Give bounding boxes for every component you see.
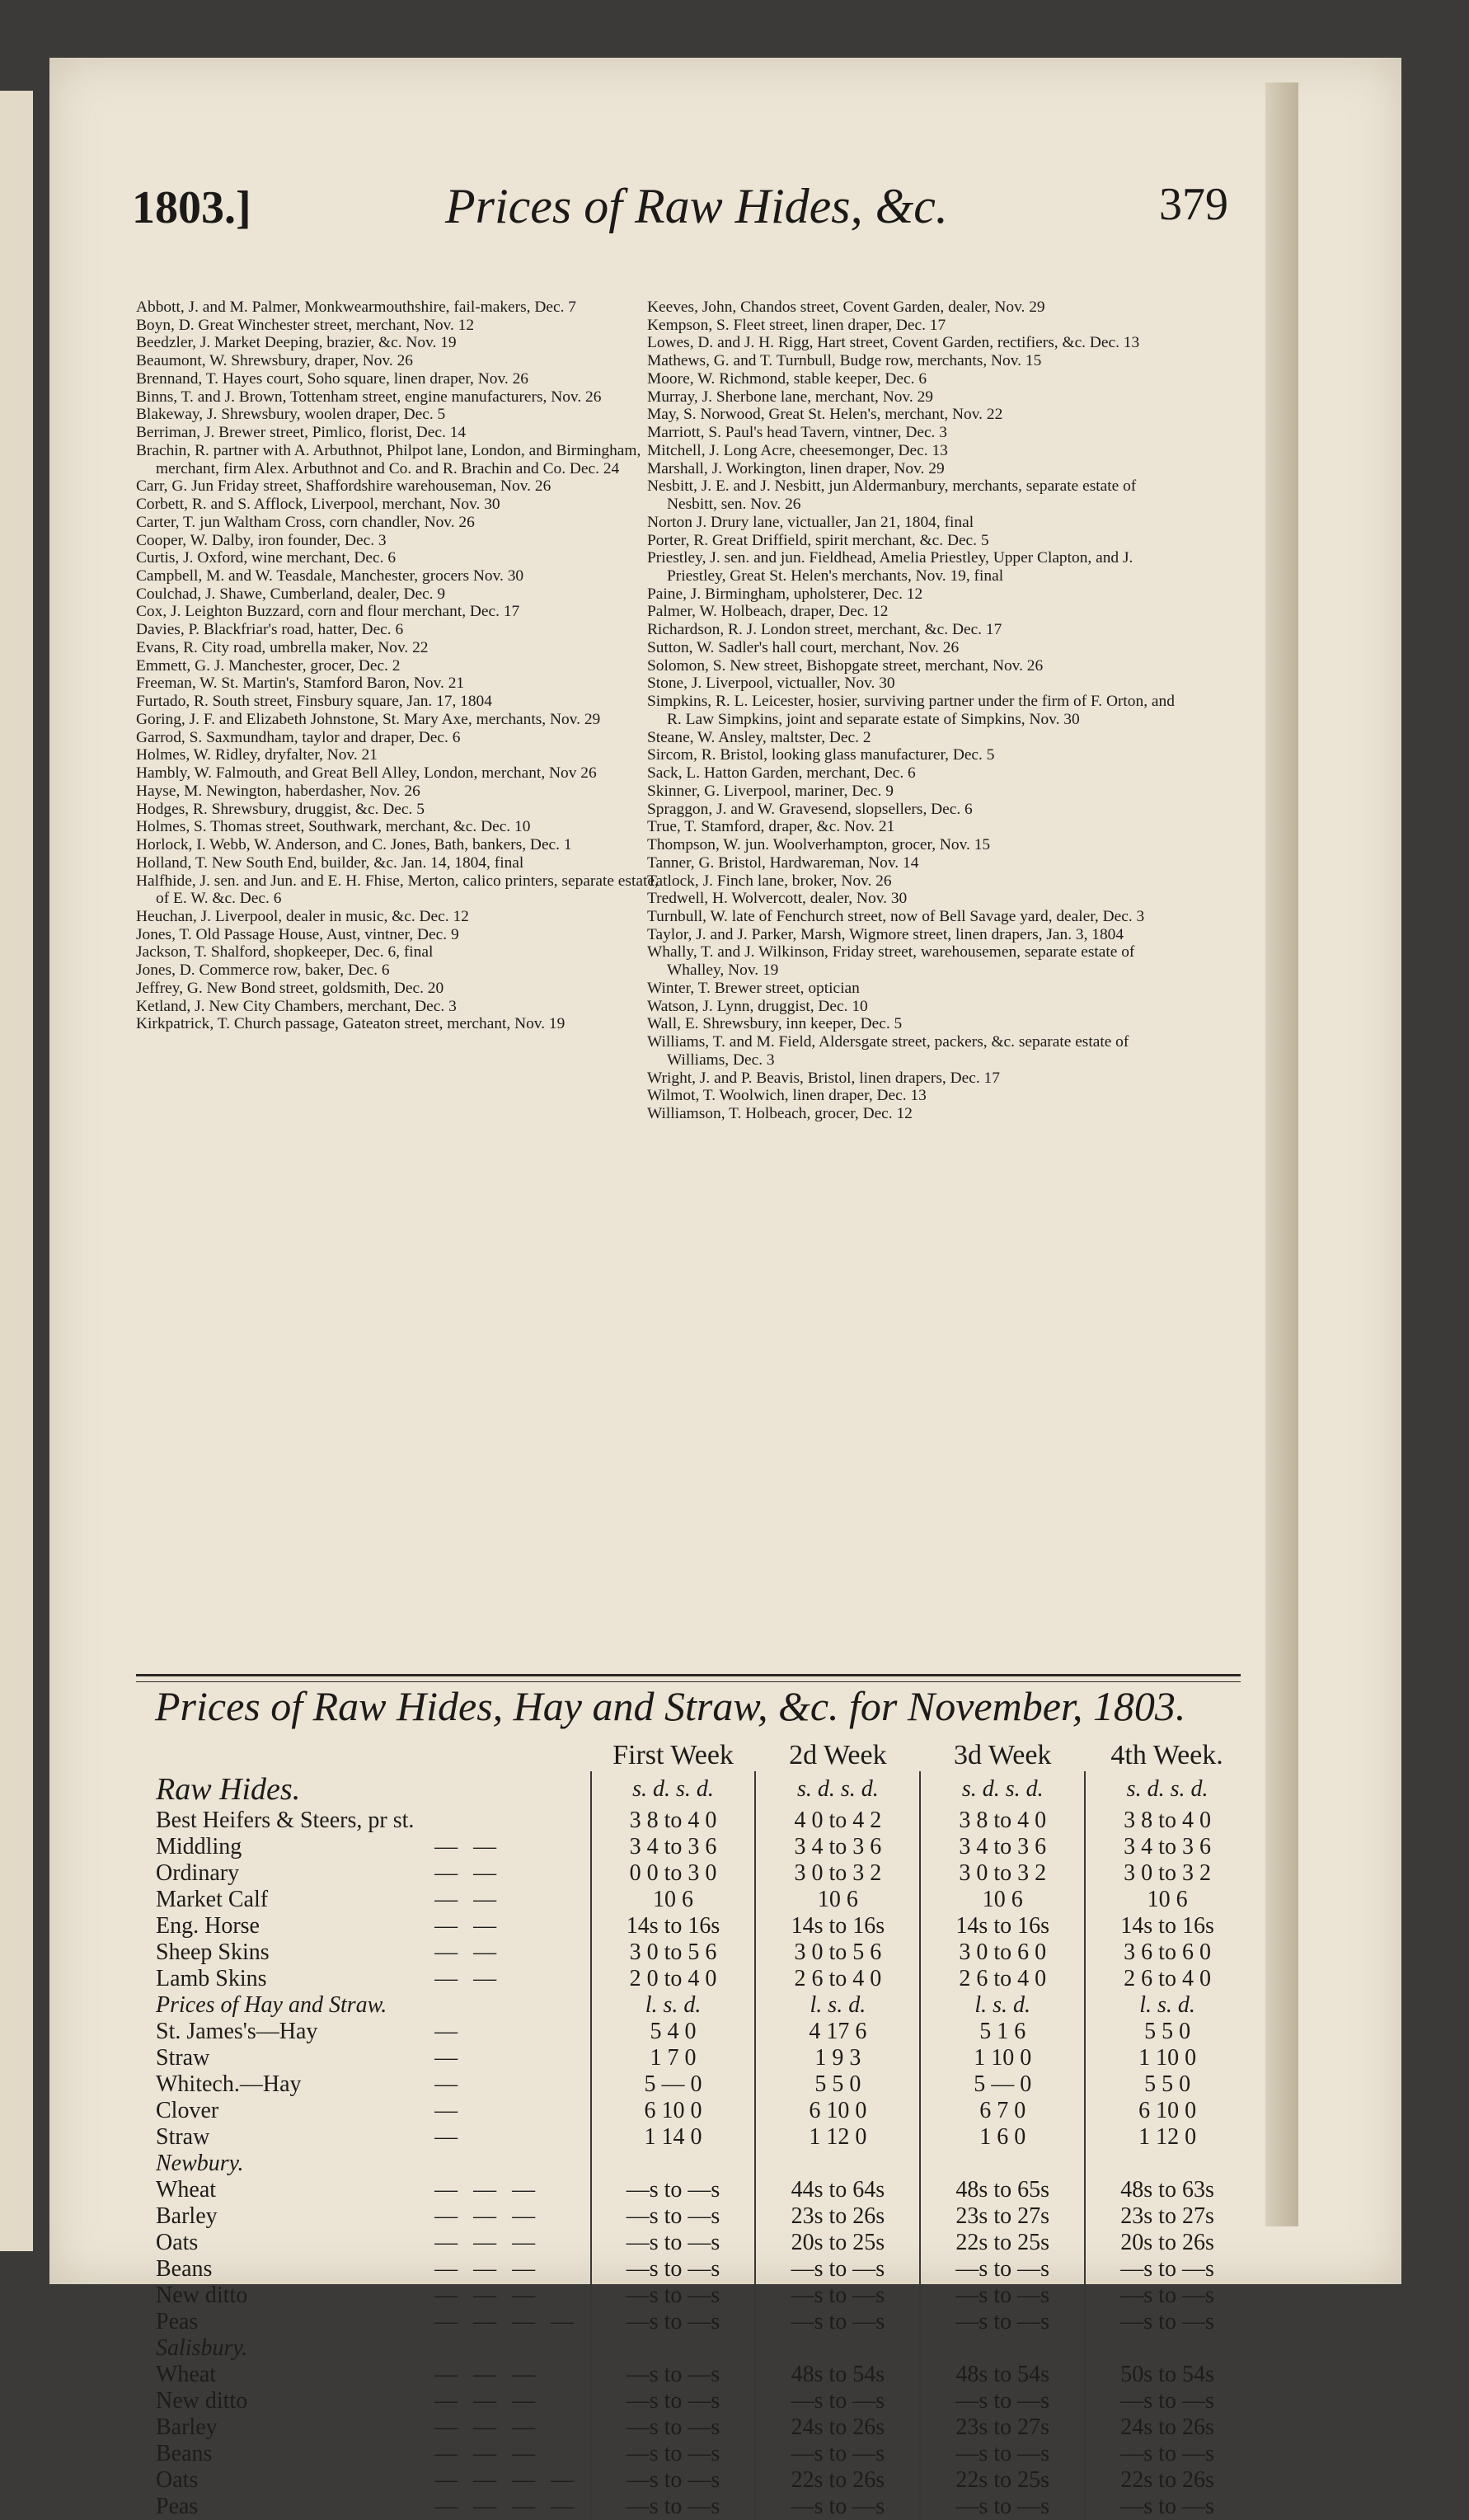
table-row: [153, 2177, 1249, 2203]
running-head: [74, 165, 1253, 239]
row-label: Best Heifers & Steers, pr st.: [156, 1808, 415, 1833]
list-item: Binns, T. and J. Brown, Tottenham street, engine manufacturers, Nov. 26: [136, 388, 602, 406]
week-header-row: [153, 1740, 1249, 1771]
row-label: Market Calf: [156, 1887, 269, 1912]
row-dashes: —: [434, 2071, 463, 2097]
price-cell: 48s to 54s: [755, 2362, 920, 2388]
price-cell: —s to —s: [591, 2414, 756, 2441]
list-item: Lowes, D. and J. H. Rigg, Hart street, Covent Garden, rectifiers, &c. Dec. 13: [647, 334, 1140, 352]
list-item: Mitchell, J. Long Acre, cheesemonger, Dec. 13: [647, 441, 948, 459]
price-cell: —s to —s: [920, 2256, 1085, 2283]
list-item: Horlock, I. Webb, W. Anderson, and C. Jones, Bath, bankers, Dec. 1: [136, 836, 572, 854]
row-label: Middling: [156, 1834, 242, 1859]
price-cell: —s to —s: [1085, 2388, 1249, 2414]
list-item: Watson, J. Lynn, druggist, Dec. 10: [647, 997, 868, 1015]
row-dashes: — — —: [434, 2283, 541, 2308]
raw-hides-section-label: Raw Hides.: [156, 1772, 301, 1807]
list-item: Wall, E. Shrewsbury, inn keeper, Dec. 5: [647, 1015, 903, 1033]
price-cell: —s to —s: [755, 2441, 920, 2467]
price-cell: —s to —s: [1085, 2283, 1249, 2309]
week-1-header: First Week: [612, 1740, 734, 1770]
hay-straw-section-label: Prices of Hay and Straw.: [156, 1992, 387, 2018]
list-item: Garrod, S. Saxmundham, taylor and draper, Dec. 6: [136, 728, 461, 746]
price-cell: 14s to 16s: [591, 1913, 756, 1939]
row-label: Beans: [156, 2256, 213, 2282]
newbury-section-label: Newbury.: [156, 2151, 244, 2176]
list-item: Wilmot, T. Woolwich, linen draper, Dec. 13: [647, 1087, 927, 1105]
list-item: Carr, G. Jun Friday street, Shaffordshire warehouseman, Nov. 26: [136, 477, 551, 496]
price-cell: —s to —s: [755, 2309, 920, 2335]
units-label: l. s. d.: [920, 1992, 1085, 2019]
row-label: Wheat: [156, 2362, 217, 2387]
price-cell: —s to —s: [591, 2467, 756, 2494]
list-item: Marshall, J. Workington, linen draper, Nov. 29: [647, 459, 945, 477]
price-cell: —s to —s: [755, 2494, 920, 2520]
list-item: Coulchad, J. Shawe, Cumberland, dealer, Dec. 9: [136, 585, 446, 603]
list-item: Cox, J. Leighton Buzzard, corn and flour merchant, Dec. 17: [136, 603, 520, 621]
list-item: Beedzler, J. Market Deeping, brazier, &c. Nov. 19: [136, 334, 457, 352]
list-item: Hodges, R. Shrewsbury, druggist, &c. Dec. 5: [136, 800, 425, 818]
price-cell: 6 10 0: [591, 2098, 756, 2124]
price-cell: 20s to 26s: [1085, 2230, 1249, 2256]
price-cell: 48s to 54s: [920, 2362, 1085, 2388]
row-dashes: —: [434, 2045, 463, 2071]
list-item: Cooper, W. Dalby, iron founder, Dec. 3: [136, 531, 387, 549]
row-label: Wheat: [156, 2177, 217, 2203]
list-item: Mathews, G. and T. Turnbull, Budge row, merchants, Nov. 15: [647, 352, 1042, 370]
price-cell: 50s to 54s: [1085, 2362, 1249, 2388]
price-cell: —s to —s: [1085, 2441, 1249, 2467]
right-column: [647, 299, 1175, 1123]
price-cell: —s to —s: [920, 2283, 1085, 2309]
units-label: s. d. s. d.: [755, 1771, 920, 1808]
list-item: Carter, T. jun Waltham Cross, corn chandler, Nov. 26: [136, 513, 475, 531]
list-item: Jeffrey, G. New Bond street, goldsmith, Dec. 20: [136, 979, 444, 997]
price-cell: 5 — 0: [591, 2071, 756, 2098]
price-cell: 5 5 0: [755, 2071, 920, 2098]
price-cell: 3 0 to 3 2: [1085, 1860, 1249, 1887]
price-cell: 22s to 26s: [755, 2467, 920, 2494]
price-cell: —s to —s: [920, 2494, 1085, 2520]
list-item: Kirkpatrick, T. Church passage, Gateaton street, merchant, Nov. 19: [136, 1015, 566, 1033]
list-item: Jones, D. Commerce row, baker, Dec. 6: [136, 961, 390, 980]
list-item: Sutton, W. Sadler's hall court, merchant, Nov. 26: [647, 638, 960, 656]
price-cell: —s to —s: [591, 2256, 756, 2283]
list-item: Sack, L. Hatton Garden, merchant, Dec. 6: [647, 764, 916, 783]
list-item: Priestley, J. sen. and jun. Fieldhead, Amelia Priestley, Upper Clapton, and J. Priestley, Great St. Helen's merchants, Nov. 19, final: [647, 549, 1133, 585]
units-label: l. s. d.: [755, 1992, 920, 2019]
price-cell: 6 10 0: [755, 2098, 920, 2124]
table-row: [153, 2414, 1249, 2441]
list-item: Paine, J. Birmingham, upholsterer, Dec. 12: [647, 585, 923, 603]
price-cell: 24s to 26s: [1085, 2414, 1249, 2441]
price-cell: 3 4 to 3 6: [591, 1834, 756, 1860]
running-head-title: Prices of Raw Hides, &c.: [445, 179, 948, 233]
table-row: [153, 2283, 1249, 2309]
price-cell: 3 6 to 6 0: [1085, 1939, 1249, 1966]
list-item: Norton J. Drury lane, victualler, Jan 21, 1804, final: [647, 513, 974, 531]
table-row: [153, 1939, 1249, 1966]
list-item: Brennand, T. Hayes court, Soho square, linen draper, Nov. 26: [136, 369, 528, 388]
week-2-header: 2d Week: [789, 1740, 887, 1770]
price-cell: —s to —s: [920, 2309, 1085, 2335]
table-row: [153, 2388, 1249, 2414]
row-label: Oats: [156, 2467, 199, 2493]
price-cell: 2 6 to 4 0: [920, 1966, 1085, 1992]
price-cell: —s to —s: [591, 2494, 756, 2520]
list-item: Brachin, R. partner with A. Arbuthnot, Philpot lane, London, and Birmingham, merchant, firm Alex. Arbuthnot and Co. and R. Brachin and Co. Dec. 24: [136, 441, 641, 477]
list-item: Goring, J. F. and Elizabeth Johnstone, St. Mary Axe, merchants, Nov. 29: [136, 710, 601, 728]
price-cell: 23s to 27s: [920, 2414, 1085, 2441]
salisbury-section: [153, 2335, 1249, 2362]
price-cell: 23s to 27s: [1085, 2203, 1249, 2230]
table-row: [153, 2071, 1249, 2098]
row-label: Barley: [156, 2203, 218, 2229]
table-row: [153, 1808, 1249, 1834]
price-cell: 3 4 to 3 6: [1085, 1834, 1249, 1860]
list-item: Tanner, G. Bristol, Hardwareman, Nov. 14: [647, 853, 919, 872]
list-item: Kempson, S. Fleet street, linen draper, Dec. 17: [647, 316, 946, 334]
week-4-header: 4th Week.: [1110, 1740, 1223, 1770]
price-cell: —s to —s: [591, 2177, 756, 2203]
price-cell: 2 6 to 4 0: [755, 1966, 920, 1992]
list-item: Davies, P. Blackfriar's road, hatter, Dec. 6: [136, 621, 404, 639]
row-label: Clover: [156, 2098, 219, 2123]
salisbury-section-label: Salisbury.: [156, 2335, 248, 2361]
list-item: Halfhide, J. sen. and Jun. and E. H. Fhise, Merton, calico printers, separate estate, of E. W. &c. Dec. 6: [136, 872, 659, 908]
left-column: [136, 299, 664, 1033]
units-label: s. d. s. d.: [591, 1771, 756, 1808]
table-row: [153, 2309, 1249, 2335]
row-dashes: — —: [434, 1860, 502, 1886]
list-item: Abbott, J. and M. Palmer, Monkwearmouthshire, fail-makers, Dec. 7: [136, 299, 576, 316]
price-cell: 3 0 to 6 0: [920, 1939, 1085, 1966]
list-item: Ketland, J. New City Chambers, merchant, Dec. 3: [136, 997, 457, 1015]
price-cell: —s to —s: [1085, 2494, 1249, 2520]
page-edge: [1265, 82, 1298, 2226]
price-cell: 3 0 to 3 2: [755, 1860, 920, 1887]
price-cell: 4 17 6: [755, 2019, 920, 2045]
list-item: Holland, T. New South End, builder, &c. Jan. 14, 1804, final: [136, 853, 524, 872]
row-dashes: — — —: [434, 2388, 541, 2414]
row-dashes: — — —: [434, 2441, 541, 2466]
price-cell: 23s to 26s: [755, 2203, 920, 2230]
price-cell: 10 6: [920, 1887, 1085, 1913]
price-cell: —s to —s: [591, 2441, 756, 2467]
row-label: Whitech.—Hay: [156, 2071, 302, 2097]
price-cell: 4 0 to 4 2: [755, 1808, 920, 1834]
price-cell: 14s to 16s: [920, 1913, 1085, 1939]
table-row: [153, 2467, 1249, 2494]
price-cell: 1 9 3: [755, 2045, 920, 2071]
hay-straw-section: [153, 1992, 1249, 2019]
price-cell: 10 6: [1085, 1887, 1249, 1913]
list-item: May, S. Norwood, Great St. Helen's, merchant, Nov. 22: [647, 406, 1003, 424]
table-row: [153, 2230, 1249, 2256]
price-cell: 2 6 to 4 0: [1085, 1966, 1249, 1992]
price-cell: —s to —s: [755, 2283, 920, 2309]
price-cell: 5 5 0: [1085, 2071, 1249, 2098]
price-cell: —s to —s: [920, 2388, 1085, 2414]
price-cell: 1 12 0: [755, 2124, 920, 2151]
row-label: Straw: [156, 2045, 210, 2071]
prices-table: [153, 1740, 1249, 2520]
week-3-header: 3d Week: [954, 1740, 1052, 1770]
row-label: Peas: [156, 2494, 199, 2519]
price-cell: 22s to 26s: [1085, 2467, 1249, 2494]
price-cell: 3 8 to 4 0: [1085, 1808, 1249, 1834]
row-dashes: — — — —: [434, 2309, 580, 2334]
price-cell: 3 8 to 4 0: [920, 1808, 1085, 1834]
list-item: Spraggon, J. and W. Gravesend, slopsellers, Dec. 6: [647, 800, 973, 818]
price-cell: 1 12 0: [1085, 2124, 1249, 2151]
list-item: Williamson, T. Holbeach, grocer, Dec. 12: [647, 1105, 913, 1123]
row-label: Barley: [156, 2414, 218, 2440]
price-cell: 0 0 to 3 0: [591, 1860, 756, 1887]
row-dashes: — —: [434, 1966, 502, 1991]
price-cell: 5 4 0: [591, 2019, 756, 2045]
list-item: Jones, T. Old Passage House, Aust, vintner, Dec. 9: [136, 925, 459, 943]
list-item: Campbell, M. and W. Teasdale, Manchester, grocers Nov. 30: [136, 567, 524, 585]
units-label: s. d. s. d.: [1085, 1771, 1249, 1808]
list-item: Evans, R. City road, umbrella maker, Nov. 22: [136, 638, 429, 656]
list-item: Blakeway, J. Shrewsbury, woolen draper, Dec. 5: [136, 406, 446, 424]
price-cell: 23s to 27s: [920, 2203, 1085, 2230]
price-cell: 5 1 6: [920, 2019, 1085, 2045]
list-item: Boyn, D. Great Winchester street, merchant, Nov. 12: [136, 316, 475, 334]
bankrupt-list: [136, 299, 1241, 1684]
list-item: Turnbull, W. late of Fenchurch street, now of Bell Savage yard, dealer, Dec. 3: [647, 907, 1145, 925]
price-cell: —s to —s: [591, 2203, 756, 2230]
list-item: True, T. Stamford, draper, &c. Nov. 21: [647, 818, 895, 836]
row-label: Lamb Skins: [156, 1966, 267, 1991]
price-cell: 3 8 to 4 0: [591, 1808, 756, 1834]
price-cell: —s to —s: [591, 2309, 756, 2335]
list-item: Moore, W. Richmond, stable keeper, Dec. 6: [647, 369, 927, 388]
list-item: Corbett, R. and S. Afflock, Liverpool, merchant, Nov. 30: [136, 496, 500, 514]
table-row: [153, 1966, 1249, 1992]
table-row: [153, 2203, 1249, 2230]
row-dashes: — — — —: [434, 2467, 580, 2493]
list-item: Taylor, J. and J. Parker, Marsh, Wigmore street, linen drapers, Jan. 3, 1804: [647, 925, 1124, 943]
price-cell: 10 6: [755, 1887, 920, 1913]
row-label: Sheep Skins: [156, 1939, 270, 1965]
row-dashes: — —: [434, 1834, 502, 1859]
facing-page-edge: [0, 91, 33, 2251]
row-label: Eng. Horse: [156, 1913, 260, 1939]
prices-title: Prices of Raw Hides, Hay and Straw, &c. for November, 1803.: [155, 1683, 1186, 1729]
units-label: l. s. d.: [1085, 1992, 1249, 2019]
row-dashes: — —: [434, 1887, 502, 1912]
list-item: Palmer, W. Holbeach, draper, Dec. 12: [647, 603, 889, 621]
row-dashes: — — — —: [434, 2494, 580, 2519]
list-item: Steane, W. Ansley, maltster, Dec. 2: [647, 728, 871, 746]
price-cell: 1 14 0: [591, 2124, 756, 2151]
price-cell: 6 7 0: [920, 2098, 1085, 2124]
price-cell: —s to —s: [920, 2441, 1085, 2467]
price-cell: 48s to 63s: [1085, 2177, 1249, 2203]
list-item: Winter, T. Brewer street, optician: [647, 979, 860, 997]
price-cell: 1 10 0: [920, 2045, 1085, 2071]
list-item: Skinner, G. Liverpool, mariner, Dec. 9: [647, 782, 894, 800]
row-label: New ditto: [156, 2283, 248, 2308]
list-item: Williams, T. and M. Field, Aldersgate street, packers, &c. separate estate of Williams, Dec. 3: [647, 1033, 1129, 1069]
table-row: [153, 1860, 1249, 1887]
price-cell: 14s to 16s: [1085, 1913, 1249, 1939]
row-label: Ordinary: [156, 1860, 240, 1886]
list-item: Keeves, John, Chandos street, Covent Garden, dealer, Nov. 29: [647, 299, 1045, 316]
units-label: l. s. d.: [591, 1992, 756, 2019]
price-cell: 20s to 25s: [755, 2230, 920, 2256]
page-number: 379: [1159, 179, 1228, 230]
list-item: Solomon, S. New street, Bishopgate street, merchant, Nov. 26: [647, 656, 1044, 675]
list-item: Tatlock, J. Finch lane, broker, Nov. 26: [647, 872, 892, 890]
table-row: [153, 2494, 1249, 2520]
list-item: Simpkins, R. L. Leicester, hosier, surviving partner under the firm of F. Orton, and R. Law Simpkins, joint and separate estate of Simpkins, Nov. 30: [647, 693, 1175, 728]
price-cell: 1 10 0: [1085, 2045, 1249, 2071]
table-row: [153, 1887, 1249, 1913]
row-dashes: —: [434, 2124, 463, 2150]
list-item: Holmes, W. Ridley, dryfalter, Nov. 21: [136, 746, 378, 764]
list-item: Emmett, G. J. Manchester, grocer, Dec. 2: [136, 656, 401, 675]
row-dashes: [431, 1808, 591, 1834]
list-item: Furtado, R. South street, Finsbury square, Jan. 17, 1804: [136, 693, 492, 711]
row-label: St. James's—Hay: [156, 2019, 318, 2044]
list-item: Whally, T. and J. Wilkinson, Friday street, warehousemen, separate estate of Whalley, Nov. 19: [647, 943, 1135, 980]
row-dashes: — —: [434, 1939, 502, 1965]
raw-hides-section: [153, 1771, 1249, 1808]
list-item: Hambly, W. Falmouth, and Great Bell Alley, London, merchant, Nov 26: [136, 764, 597, 783]
table-row: [153, 2124, 1249, 2151]
running-head-year: 1803.]: [132, 182, 251, 233]
price-cell: 5 — 0: [920, 2071, 1085, 2098]
price-cell: 14s to 16s: [755, 1913, 920, 1939]
price-cell: 48s to 65s: [920, 2177, 1085, 2203]
price-cell: 3 0 to 5 6: [755, 1939, 920, 1966]
row-label: New ditto: [156, 2388, 248, 2414]
table-row: [153, 2441, 1249, 2467]
price-cell: —s to —s: [1085, 2309, 1249, 2335]
list-item: Sircom, R. Bristol, looking glass manufacturer, Dec. 5: [647, 746, 995, 764]
list-item: Stone, J. Liverpool, victualler, Nov. 30: [647, 675, 895, 693]
list-item: Tredwell, H. Wolvercott, dealer, Nov. 30: [647, 890, 908, 908]
price-cell: 1 6 0: [920, 2124, 1085, 2151]
price-cell: 6 10 0: [1085, 2098, 1249, 2124]
table-row: [153, 2045, 1249, 2071]
list-item: Heuchan, J. Liverpool, dealer in music, &c. Dec. 12: [136, 907, 469, 925]
row-dashes: —: [434, 2098, 463, 2123]
price-cell: —s to —s: [591, 2283, 756, 2309]
list-item: Curtis, J. Oxford, wine merchant, Dec. 6: [136, 549, 397, 567]
price-cell: —s to —s: [1085, 2256, 1249, 2283]
list-item: Hayse, M. Newington, haberdasher, Nov. 26: [136, 782, 420, 800]
row-dashes: — — —: [434, 2362, 541, 2387]
price-cell: 22s to 25s: [920, 2230, 1085, 2256]
row-label: Peas: [156, 2309, 199, 2334]
list-item: Marriott, S. Paul's head Tavern, vintner, Dec. 3: [647, 424, 947, 442]
section-rule: [136, 1674, 1241, 1682]
row-dashes: — — —: [434, 2414, 541, 2440]
list-item: Murray, J. Sherbone lane, merchant, Nov. 29: [647, 388, 933, 406]
list-item: Holmes, S. Thomas street, Southwark, merchant, &c. Dec. 10: [136, 818, 531, 836]
table-row: [153, 2256, 1249, 2283]
price-cell: 10 6: [591, 1887, 756, 1913]
table-row: [153, 1913, 1249, 1939]
list-item: Porter, R. Great Driffield, spirit merchant, &c. Dec. 5: [647, 531, 989, 549]
row-dashes: — — —: [434, 2203, 541, 2229]
row-dashes: —: [434, 2019, 463, 2044]
row-label: Beans: [156, 2441, 213, 2466]
price-cell: 24s to 26s: [755, 2414, 920, 2441]
table-row: [153, 2362, 1249, 2388]
row-dashes: — — —: [434, 2230, 541, 2255]
price-cell: 1 7 0: [591, 2045, 756, 2071]
row-dashes: — — —: [434, 2256, 541, 2282]
row-label: Straw: [156, 2124, 210, 2150]
price-cell: 3 4 to 3 6: [755, 1834, 920, 1860]
price-cell: 3 0 to 5 6: [591, 1939, 756, 1966]
row-label: Oats: [156, 2230, 199, 2255]
list-item: Berriman, J. Brewer street, Pimlico, florist, Dec. 14: [136, 424, 467, 442]
price-cell: —s to —s: [755, 2388, 920, 2414]
list-item: Nesbitt, J. E. and J. Nesbitt, jun Aldermanbury, merchants, separate estate of Nesbitt, sen. Nov. 26: [647, 477, 1137, 514]
table-row: [153, 1834, 1249, 1860]
price-cell: 5 5 0: [1085, 2019, 1249, 2045]
price-cell: 3 0 to 3 2: [920, 1860, 1085, 1887]
price-cell: 2 0 to 4 0: [591, 1966, 756, 1992]
list-item: Thompson, W. jun. Woolverhampton, grocer, Nov. 15: [647, 836, 991, 854]
list-item: Freeman, W. St. Martin's, Stamford Baron, Nov. 21: [136, 675, 465, 693]
row-dashes: — —: [434, 1913, 502, 1939]
price-cell: —s to —s: [591, 2362, 756, 2388]
units-label: s. d. s. d.: [920, 1771, 1085, 1808]
price-cell: —s to —s: [591, 2388, 756, 2414]
newbury-section: [153, 2151, 1249, 2177]
price-cell: 44s to 64s: [755, 2177, 920, 2203]
list-item: Beaumont, W. Shrewsbury, draper, Nov. 26: [136, 352, 413, 370]
price-cell: —s to —s: [591, 2230, 756, 2256]
list-item: Richardson, R. J. London street, merchant, &c. Dec. 17: [647, 621, 1002, 639]
price-cell: 22s to 25s: [920, 2467, 1085, 2494]
list-item: Jackson, T. Shalford, shopkeeper, Dec. 6, final: [136, 943, 434, 961]
row-dashes: — — —: [434, 2177, 541, 2203]
price-cell: —s to —s: [755, 2256, 920, 2283]
table-row: [153, 2019, 1249, 2045]
list-item: Wright, J. and P. Beavis, Bristol, linen drapers, Dec. 17: [647, 1069, 1000, 1087]
price-cell: 3 4 to 3 6: [920, 1834, 1085, 1860]
table-row: [153, 2098, 1249, 2124]
